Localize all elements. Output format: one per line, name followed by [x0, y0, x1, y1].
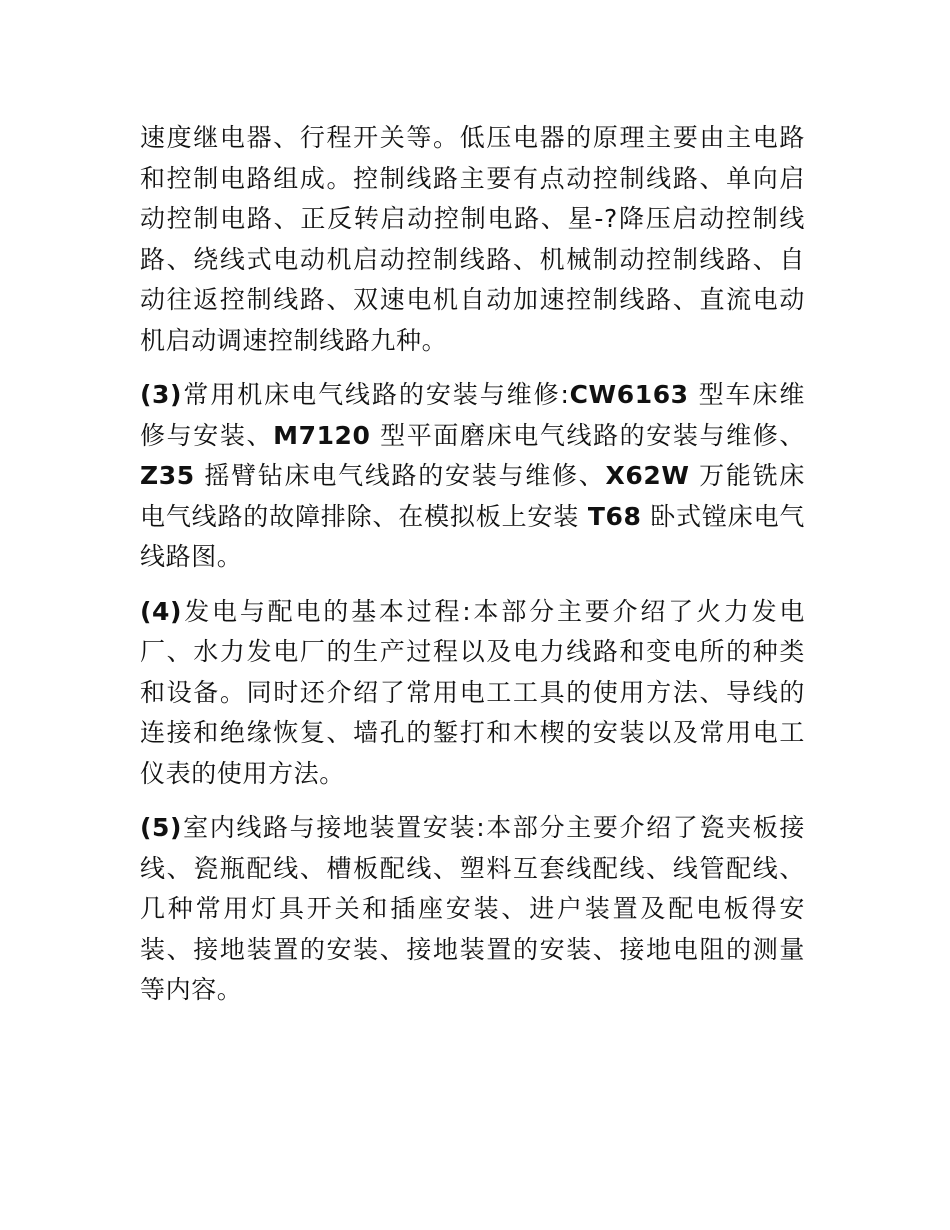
paragraph-2-text: 卧式镗床电气线路图。: [140, 501, 805, 571]
paragraph-4-text: 室内线路与接地装置安装:本部分主要介绍了瓷夹板接线、瓷瓶配线、槽板配线、塑料互套线配线、线管配线、几种常用灯具开关和插座安装、进户装置及配电板得安装、接地装置的安装、接地装置的安装、接地电阻的测量等内容。: [140, 813, 805, 1004]
model-code-z35: Z35: [140, 461, 195, 490]
paragraph-2: [140, 375, 805, 578]
paragraph-2-text: 万能铣床电气线路的故障排除、在模拟板上安装: [140, 461, 805, 531]
model-code-t68: T68: [587, 501, 642, 531]
paragraph-3-number: (4): [140, 596, 183, 626]
paragraph-2-number: (3): [140, 380, 183, 409]
document-page: [140, 118, 805, 1025]
model-code-cw6163: CW6163: [569, 380, 689, 409]
paragraph-2-heading: 常用机床电气线路的安装与维修:: [182, 380, 570, 409]
paragraph-3-text: 发电与配电的基本过程:本部分主要介绍了火力发电厂、水力发电厂的生产过程以及电力线路和变电所的种类和设备。同时还介绍了常用电工工具的使用方法、导线的连接和绝缘恢复、墙孔的錾打和木楔的安装以及常用电工仪表的使用方法。: [140, 596, 805, 788]
paragraph-3: [140, 592, 805, 795]
paragraph-2-text: 型平面磨床电气线路的安装与维修、: [370, 420, 805, 450]
paragraph-2-text: 摇臂钻床电气线路的安装与维修、: [194, 461, 606, 490]
paragraph-1-text: 速度继电器、行程开关等。低压电器的原理主要由主电路和控制电路组成。控制线路主要有点动控制线路、单向启动控制电路、正反转启动控制电路、星-?降压启动控制线路、绕线式电动机启动控制线路、机械制动控制线路、自动往返控制线路、双速电机自动加速控制线路、直流电动机启动调速控制线路九种。: [140, 123, 805, 355]
model-code-x62w: X62W: [605, 461, 690, 490]
paragraph-2-text: 型车床维修与安装、: [140, 380, 805, 450]
model-code-m7120: M7120: [273, 420, 371, 450]
paragraph-4-number: (5): [140, 813, 183, 842]
paragraph-1: [140, 118, 805, 361]
paragraph-4: [140, 808, 805, 1011]
